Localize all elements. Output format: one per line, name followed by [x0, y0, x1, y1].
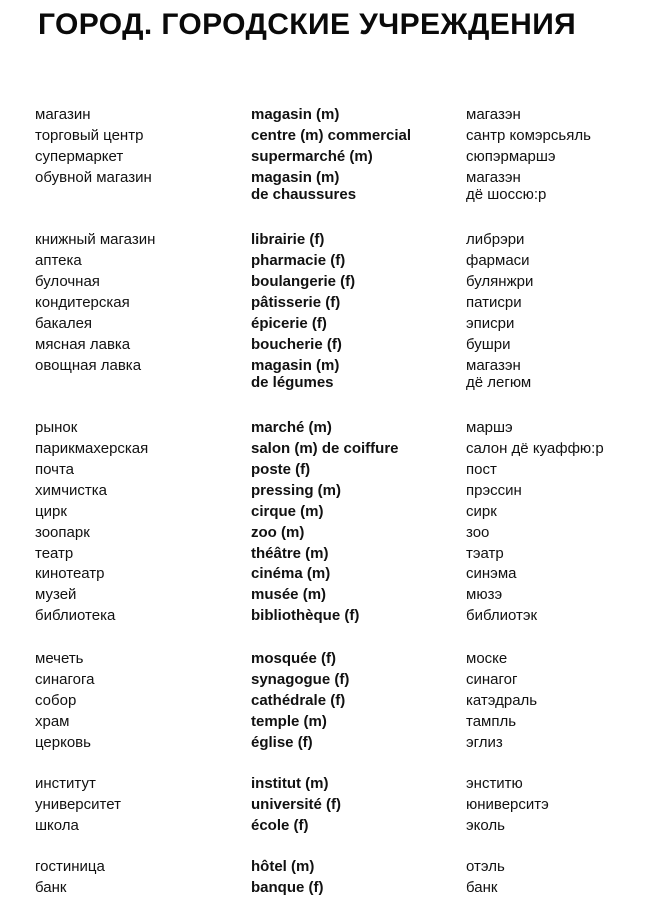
vocab-row: [0, 775, 660, 795]
vocab-row: [0, 440, 660, 460]
french-word-line: marché (m): [251, 418, 332, 436]
vocab-row: [0, 336, 660, 356]
russian-word: бакалея: [35, 314, 93, 332]
transcription: [466, 357, 531, 391]
russian-word: кондитерская: [35, 293, 130, 311]
transcription: [466, 169, 546, 203]
french-word: [251, 545, 329, 562]
russian-word: зоопарк: [35, 523, 90, 541]
transcription: [466, 734, 503, 751]
french-word: [251, 461, 310, 478]
page-title: ГОРОД. ГОРОДСКИЕ УЧРЕЖДЕНИЯ: [38, 8, 577, 41]
transcription: [466, 294, 522, 311]
transcription: [466, 273, 533, 290]
russian-word: овощная лавка: [35, 356, 142, 374]
french-word-line: centre (m) commercial: [251, 126, 412, 144]
french-word-line: de légumes: [251, 373, 334, 391]
russian-word: церковь: [35, 733, 91, 751]
transcription: [466, 650, 507, 667]
transcription: [466, 817, 505, 834]
transcription-line: дё шоссю:р: [466, 185, 547, 203]
french-word: [251, 796, 341, 813]
vocab-row: [0, 461, 660, 481]
french-word-line: boucherie (f): [251, 335, 342, 353]
russian-word: университет: [35, 795, 121, 813]
transcription-line: синэма: [466, 565, 517, 583]
transcription: [466, 879, 497, 896]
russian-word: храм: [35, 712, 70, 730]
transcription-line: эписри: [466, 314, 515, 332]
russian-word: рынок: [35, 418, 78, 436]
french-word-line: poste (f): [251, 460, 311, 478]
transcription-line: эколь: [466, 816, 505, 834]
transcription-line: либрэри: [466, 231, 525, 249]
french-word-line: temple (m): [251, 712, 327, 730]
transcription: [466, 419, 513, 436]
vocab-row: [0, 734, 660, 754]
russian-word: булочная: [35, 272, 100, 290]
vocab-row: [0, 106, 660, 126]
vocab-row: [0, 524, 660, 544]
vocab-row: [0, 607, 660, 627]
transcription-line: сантр комэрсьяль: [466, 126, 591, 144]
french-word-line: épicerie (f): [251, 314, 327, 332]
transcription-line: сирк: [466, 502, 497, 520]
vocab-row: [0, 127, 660, 147]
russian-word: библиотека: [35, 607, 116, 625]
transcription: [466, 127, 591, 144]
french-word: [251, 607, 359, 624]
transcription: [466, 461, 497, 478]
russian-word: торговый центр: [35, 126, 144, 144]
transcription-line: синагог: [466, 670, 518, 688]
vocab-row: [0, 692, 660, 712]
transcription: [466, 545, 504, 562]
transcription-line: сюпэрмаршэ: [466, 147, 556, 165]
transcription-line: маршэ: [466, 418, 513, 436]
russian-word: театр: [35, 544, 74, 562]
russian-word: кинотеатр: [35, 565, 105, 583]
french-word-line: pressing (m): [251, 481, 342, 499]
transcription: [466, 315, 514, 332]
vocab-row: [0, 713, 660, 733]
french-word: [251, 671, 349, 688]
transcription: [466, 440, 604, 457]
french-word-line: pharmacie (f): [251, 252, 346, 269]
transcription-line: бушри: [466, 335, 511, 353]
transcription-line: прэссин: [466, 481, 522, 499]
french-word: [251, 419, 332, 436]
russian-word: мечеть: [35, 650, 84, 667]
french-word: [251, 879, 324, 896]
vocab-row: [0, 858, 660, 878]
russian-word: магазин: [35, 106, 91, 123]
french-word: [251, 586, 326, 603]
transcription-line: магазэн: [466, 168, 521, 186]
russian-word: химчистка: [35, 481, 107, 499]
french-word-line: église (f): [251, 733, 313, 751]
transcription: [466, 671, 517, 688]
french-word-line: cinéma (m): [251, 565, 331, 583]
french-word-line: pâtisserie (f): [251, 293, 341, 311]
transcription: [466, 252, 530, 269]
french-word-line: zoo (m): [251, 523, 305, 541]
vocab-row: [0, 671, 660, 691]
french-word: [251, 858, 314, 875]
russian-word: банк: [35, 878, 67, 896]
french-word-line: musée (m): [251, 586, 327, 604]
french-word: [251, 440, 399, 457]
transcription-line: патисри: [466, 293, 522, 311]
french-word: [251, 713, 327, 730]
french-word-line: banque (f): [251, 878, 324, 896]
transcription: [466, 482, 522, 499]
french-word-line: cirque (m): [251, 502, 324, 520]
transcription: [466, 858, 505, 875]
transcription: [466, 503, 497, 520]
french-word-line: hôtel (m): [251, 858, 315, 875]
transcription: [466, 796, 549, 813]
vocab-row: [0, 356, 660, 391]
french-word-line: mosquée (f): [251, 650, 337, 667]
french-word: [251, 817, 309, 834]
transcription-line: булянжри: [466, 272, 534, 290]
french-word: [251, 169, 356, 203]
transcription: [466, 713, 516, 730]
transcription: [466, 148, 556, 165]
french-word-line: synagogue (f): [251, 670, 350, 688]
russian-word: институт: [35, 775, 96, 792]
russian-word: собор: [35, 691, 77, 709]
transcription-line: тэатр: [466, 544, 504, 562]
transcription-line: отэль: [466, 858, 505, 875]
french-word: [251, 734, 313, 751]
french-word: [251, 127, 411, 144]
russian-word: книжный магазин: [35, 231, 156, 249]
transcription: [466, 565, 516, 582]
russian-word: аптека: [35, 252, 82, 269]
russian-word: парикмахерская: [35, 440, 149, 457]
french-word-line: magasin (m): [251, 106, 340, 123]
french-word: [251, 503, 324, 520]
transcription-line: дё легюм: [466, 373, 532, 391]
vocab-row: [0, 650, 660, 670]
vocab-row: [0, 586, 660, 606]
vocab-row: [0, 879, 660, 899]
russian-word: музей: [35, 586, 77, 604]
french-word-line: librairie (f): [251, 231, 325, 249]
french-word-line: bibliothèque (f): [251, 607, 360, 625]
french-word-line: université (f): [251, 795, 342, 813]
vocab-row: [0, 796, 660, 816]
transcription-line: фармаси: [466, 252, 530, 269]
transcription: [466, 775, 523, 792]
french-word: [251, 231, 324, 248]
transcription-line: библиотэк: [466, 607, 538, 625]
russian-word: обувной магазин: [35, 168, 152, 186]
russian-word: школа: [35, 816, 79, 834]
transcription: [466, 524, 489, 541]
french-word: [251, 524, 304, 541]
russian-word: мясная лавка: [35, 335, 131, 353]
french-word: [251, 273, 355, 290]
transcription-line: салон дё куаффю:р: [466, 440, 604, 457]
french-word-line: salon (m) de coiffure: [251, 440, 399, 457]
french-word-line: cathédrale (f): [251, 691, 346, 709]
french-word-line: théâtre (m): [251, 544, 329, 562]
vocab-row: [0, 273, 660, 293]
vocab-row: [0, 565, 660, 585]
russian-word: почта: [35, 460, 74, 478]
vocab-row: [0, 148, 660, 168]
french-word: [251, 106, 339, 123]
transcription-line: тампль: [466, 712, 517, 730]
transcription: [466, 336, 511, 353]
transcription-line: катэдраль: [466, 691, 538, 709]
vocab-row: [0, 503, 660, 523]
transcription-line: моске: [466, 650, 508, 667]
vocab-row: [0, 315, 660, 335]
vocab-row: [0, 231, 660, 251]
vocab-row: [0, 817, 660, 837]
french-word-line: école (f): [251, 816, 309, 834]
french-word: [251, 294, 340, 311]
french-word: [251, 148, 373, 165]
french-word-line: supermarché (m): [251, 147, 373, 165]
vocab-row: [0, 545, 660, 565]
vocab-row: [0, 294, 660, 314]
transcription: [466, 692, 537, 709]
transcription-line: энститю: [466, 775, 523, 792]
vocab-row: [0, 482, 660, 502]
transcription: [466, 106, 521, 123]
french-word-line: institut (m): [251, 775, 329, 792]
french-word: [251, 650, 336, 667]
russian-word: супермаркет: [35, 147, 124, 165]
transcription: [466, 586, 502, 603]
transcription-line: банк: [466, 878, 498, 896]
russian-word: цирк: [35, 502, 67, 520]
vocab-row: [0, 252, 660, 272]
vocab-row: [0, 419, 660, 439]
french-word-line: magasin (m): [251, 356, 340, 374]
transcription-line: зоо: [466, 523, 490, 541]
french-word: [251, 336, 342, 353]
french-word-line: boulangerie (f): [251, 272, 356, 290]
transcription: [466, 607, 537, 624]
french-word-line: de chaussures: [251, 185, 357, 203]
french-word: [251, 565, 330, 582]
transcription-line: пост: [466, 460, 497, 478]
french-word: [251, 482, 341, 499]
transcription-line: магазэн: [466, 106, 521, 123]
french-word: [251, 315, 327, 332]
transcription-line: мюзэ: [466, 586, 503, 604]
russian-word: синагога: [35, 670, 95, 688]
french-word: [251, 692, 345, 709]
french-word: [251, 357, 339, 391]
transcription-line: эглиз: [466, 733, 503, 751]
russian-word: гостиница: [35, 858, 105, 875]
transcription-line: магазэн: [466, 356, 521, 374]
transcription-line: юниверситэ: [466, 795, 549, 813]
vocab-row: [0, 168, 660, 203]
transcription: [466, 231, 524, 248]
french-word-line: magasin (m): [251, 168, 340, 186]
french-word: [251, 775, 328, 792]
french-word: [251, 252, 345, 269]
